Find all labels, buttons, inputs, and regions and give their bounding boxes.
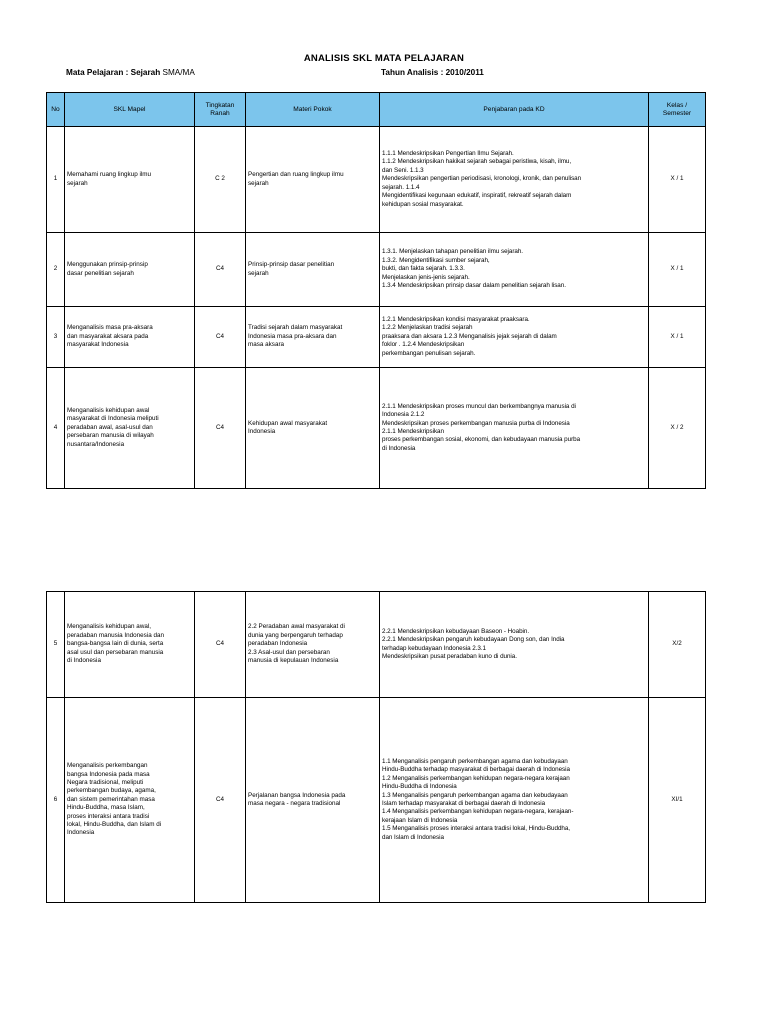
row-kd: 1.2.1 Mendeskripsikan kondisi masyarakat praaksara. 1.2.2 Menjelaskan tradisi sejarah praaksara dan aksara 1.2.3 Menganalisis jejak sejarah di dalam foklor . 1.2.4 Mendeskripsikan perkembangan penulisan sejarah. xyxy=(380,307,649,368)
table-row xyxy=(47,368,706,489)
row-materi: Tradisi sejarah dalam masyarakat Indonesia masa pra-aksara dan masa aksara xyxy=(246,307,380,368)
header-kd: Penjabaran pada KD xyxy=(380,93,649,127)
row-skl: Menggunakan prinsip-prinsip dasar penelitian sejarah xyxy=(65,233,195,307)
row-no: 1 xyxy=(47,127,65,233)
subject-label: Mata Pelajaran : Sejarah xyxy=(66,68,161,77)
year-info xyxy=(381,68,484,77)
row-ranah: C4 xyxy=(195,698,246,903)
row-materi: Perjalanan bangsa Indonesia pada masa negara - negara tradisional xyxy=(246,698,380,903)
table-row xyxy=(47,592,706,698)
row-kd: 2.2.1 Mendeskripsikan kebudayaan Baseon - Hoabin. 2.2.1 Mendeskripsikan pengaruh kebudayaan Dong son, dan India terhadap kebudayaan Indonesia 2.3.1 Mendeskripsikan pusat peradaban kuno di dunia. xyxy=(380,592,649,698)
row-kd: 2.1.1 Mendeskripsikan proses muncul dan berkembangnya manusia di Indonesia 2.1.2 Mendeskripsikan proses perkembangan manusia purba di Indonesia 2.1.1 Mendeskripsikan proses perkembangan sosial, ekonomi, dan kebudayaan manusia purba di Indonesia xyxy=(380,368,649,489)
row-kelas: X / 2 xyxy=(649,368,706,489)
table-row xyxy=(47,127,706,233)
row-skl: Menganalisis kehidupan awal, peradaban manusia Indonesia dan bangsa-bangsa lain di dunia, serta asal usul dan persebaran manusia di Indonesia xyxy=(65,592,195,698)
row-kd: 1.1 Menganalisis pengaruh perkembangan agama dan kebudayaan Hindu-Buddha terhadap masyarakat di berbagai daerah di Indonesia 1.2 Menganalisis perkembangan kehidupan negara-negara kerajaan Hindu-Buddha di Indonesia 1.3 Menganalisis pengaruh perkembangan agama dan kebudayaan Islam terhadap masyarakat di berbagai daerah di Indonesia 1.4 Menganalisis perkembangan kehidupan negara-negara, kerajaan- kerajaan Islam di Indonesia 1.5 Menganalisis proses interaksi antara tradisi lokal, Hindu-Buddha, dan Islam di Indonesia xyxy=(380,698,649,903)
skl-table-1 xyxy=(46,92,706,489)
row-no: 3 xyxy=(47,307,65,368)
row-kelas: X / 1 xyxy=(649,307,706,368)
table-row xyxy=(47,307,706,368)
table-header-row xyxy=(47,93,706,127)
header-no: No xyxy=(47,93,65,127)
row-kelas: XI/1 xyxy=(649,698,706,903)
row-ranah: C4 xyxy=(195,307,246,368)
row-no: 4 xyxy=(47,368,65,489)
row-no: 5 xyxy=(47,592,65,698)
year-value: 2010/2011 xyxy=(445,68,484,77)
row-ranah: C4 xyxy=(195,368,246,489)
row-no: 2 xyxy=(47,233,65,307)
row-ranah: C4 xyxy=(195,592,246,698)
row-kelas: X/2 xyxy=(649,592,706,698)
row-ranah: C 2 xyxy=(195,127,246,233)
row-materi: 2.2 Peradaban awal masyarakat di dunia yang berpengaruh terhadap peradaban Indonesia 2.3 Asal-usul dan persebaran manusia di kepulauan Indonesia xyxy=(246,592,380,698)
row-skl: Menganalisis perkembangan bangsa Indonesia pada masa Negara tradisional, meliputi perkembangan budaya, agama, dan sistem pemerintahan masa Hindu-Buddha, masa Islam, proses interaksi antara tradisi lokal, Hindu-Buddha, dan Islam di Indonesia xyxy=(65,698,195,903)
row-materi: Pengertian dan ruang lingkup ilmu sejarah xyxy=(246,127,380,233)
row-skl: Menganalisis kehidupan awal masyarakat di Indonesia meliputi peradaban awal, asal-usul dan persebaran manusia di wilayah nusantara/Indonesia xyxy=(65,368,195,489)
row-kelas: X / 1 xyxy=(649,127,706,233)
header-materi: Materi Pokok xyxy=(246,93,380,127)
document-title: ANALISIS SKL MATA PELAJARAN xyxy=(303,53,465,64)
row-ranah: C4 xyxy=(195,233,246,307)
header-kelas: Kelas / Semester xyxy=(649,93,706,127)
row-skl: Memahami ruang lingkup ilmu sejarah xyxy=(65,127,195,233)
table-row xyxy=(47,233,706,307)
row-kd: 1.1.1 Mendeskripsikan Pengertian Ilmu Sejarah. 1.1.2 Mendeskripsikan hakikat sejarah sebagai peristiwa, kisah, ilmu, dan Seni. 1.1.3 Mendeskripsikan pengertian periodisasi, kronologi, kronik, dan penulisan sejarah. 1.1.4 Mengidentifikasi kegunaan edukatif, inspiratif, rekreatif sejarah dalam kehidupan sosial masyarakat. xyxy=(380,127,649,233)
table-row xyxy=(47,698,706,903)
row-skl: Menganalisis masa pra-aksara dan masyarakat aksara pada masyarakat Indonesia xyxy=(65,307,195,368)
row-no: 6 xyxy=(47,698,65,903)
subject-value: SMA/MA xyxy=(162,68,195,77)
header-skl: SKL Mapel xyxy=(65,93,195,127)
header-ranah: Tingkatan Ranah xyxy=(195,93,246,127)
year-label: Tahun Analisis : xyxy=(381,68,444,77)
skl-table-2 xyxy=(46,591,706,903)
row-kelas: X / 1 xyxy=(649,233,706,307)
row-kd: 1.3.1. Menjelaskan tahapan penelitian ilmu sejarah. 1.3.2. Mengidentifikasi sumber sejarah, bukti, dan fakta sejarah. 1.3.3. Menjelaskan jenis-jenis sejarah. 1.3.4 Mendeskripsikan prinsip dasar dalam penelitian sejarah lisan. xyxy=(380,233,649,307)
row-materi: Prinsip-prinsip dasar penelitian sejarah xyxy=(246,233,380,307)
subject-info xyxy=(66,68,195,77)
row-materi: Kehidupan awal masyarakat Indonesia xyxy=(246,368,380,489)
